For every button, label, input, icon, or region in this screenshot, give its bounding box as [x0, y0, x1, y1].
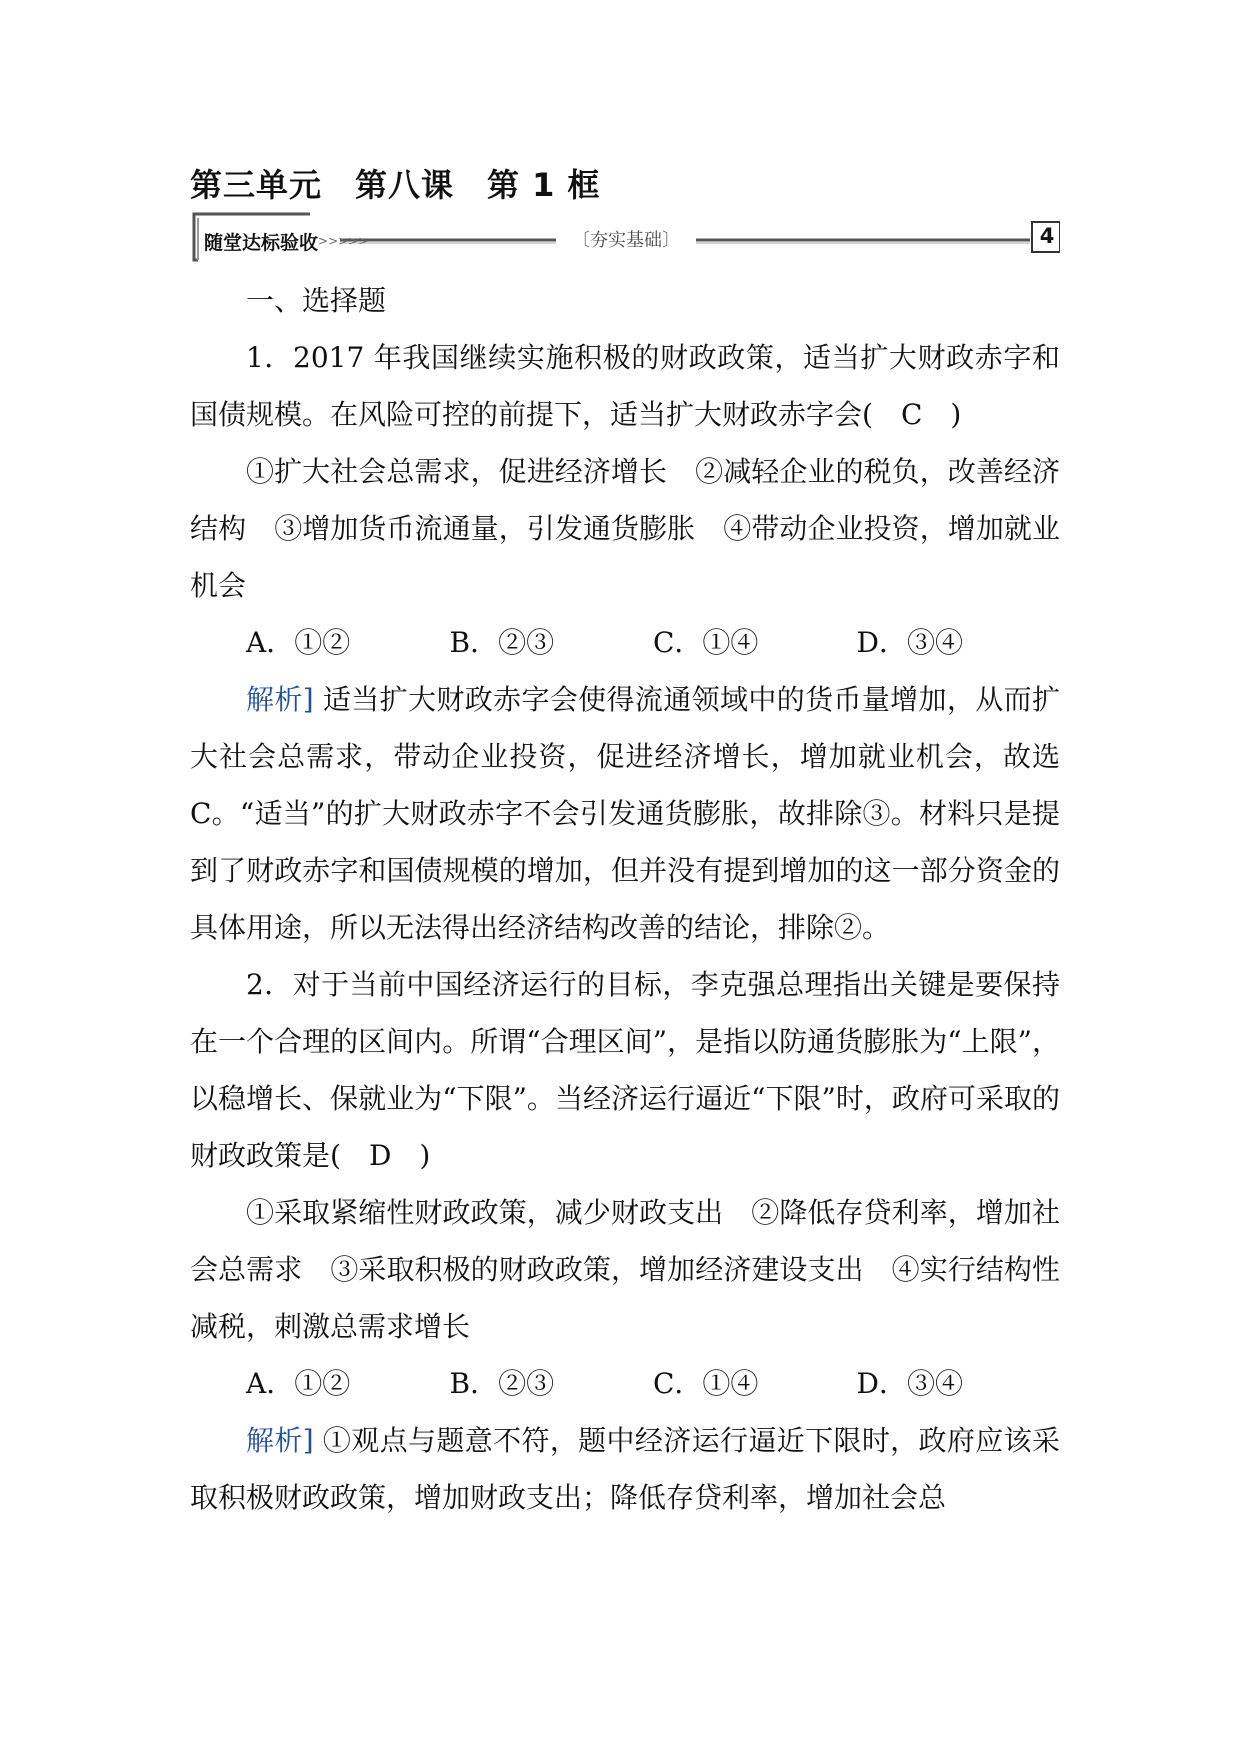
answer-options [190, 1355, 1060, 1412]
answer-options [190, 614, 1060, 671]
banner-label: 随堂达标验收>>>>> [204, 232, 369, 254]
analysis [190, 1412, 1060, 1526]
question-stem: 1．2017 年我国继续实施积极的财政政策，适当扩大财政赤字和国债规模。在风险可控的前提下，适当扩大财政赤字会( C ) [190, 341, 1060, 431]
banner-center-label: 〔夯实基础〕 [556, 226, 696, 252]
analysis-text: 适当扩大财政赤字会使得流通领域中的货币量增加，从而扩大社会总需求，带动企业投资，促进经济增长，增加就业机会，故选 C。“适当”的扩大财政赤字不会引发通货膨胀，故排除③。材料只是提到了财政赤字和国债规模的增加，但并没有提到增加的这一部分资金的具体用途，所以无法得出经济结构改善的结论，排除②。 [190, 683, 1060, 944]
question-stem: 2．对于当前中国经济运行的目标，李克强总理指出关键是要保持在一个合理的区间内。所谓“合理区间”，是指以防通货膨胀为“上限”，以稳增长、保就业为“下限”。当经济运行逼近“下限”时，政府可采取的财政政策是( D ) [190, 968, 1060, 1172]
document-body [190, 272, 1060, 1526]
section-heading: 一、选择题 [246, 284, 387, 317]
option-a: A．①② [246, 1367, 351, 1400]
analysis-label: 解析] [246, 1424, 314, 1457]
page-title: 第三单元 第八课 第 1 框 [190, 166, 601, 204]
analysis-label: 解析] [246, 683, 314, 716]
option-a: A．①② [246, 626, 351, 659]
answer: D [340, 1139, 420, 1172]
option-c: C．①④ [653, 626, 759, 659]
arrows-icon: >>>>> [318, 234, 369, 248]
option-d: D．③④ [856, 1367, 963, 1400]
option-b: B．②③ [449, 1367, 555, 1400]
question-statements: ①扩大社会总需求，促进经济增长 ②减轻企业的税负，改善经济结构 ③增加货币流通量，引发通货膨胀 ④带动企业投资，增加就业机会 [190, 455, 1060, 602]
analysis [190, 671, 1060, 956]
section-banner [190, 210, 1060, 264]
option-c: C．①④ [653, 1367, 759, 1400]
banner-number: 4 [1039, 224, 1055, 248]
answer: C [872, 398, 951, 431]
question-statements: ①采取紧缩性财政政策，减少财政支出 ②降低存贷利率，增加社会总需求 ③采取积极的财政政策，增加经济建设支出 ④实行结构性减税，刺激总需求增长 [190, 1196, 1060, 1343]
analysis-text: ①观点与题意不符，题中经济运行逼近下限时，政府应该采取积极财政政策，增加财政支出；降低存贷利率，增加社会总 [190, 1424, 1060, 1514]
option-b: B．②③ [449, 626, 555, 659]
option-d: D．③④ [856, 626, 963, 659]
